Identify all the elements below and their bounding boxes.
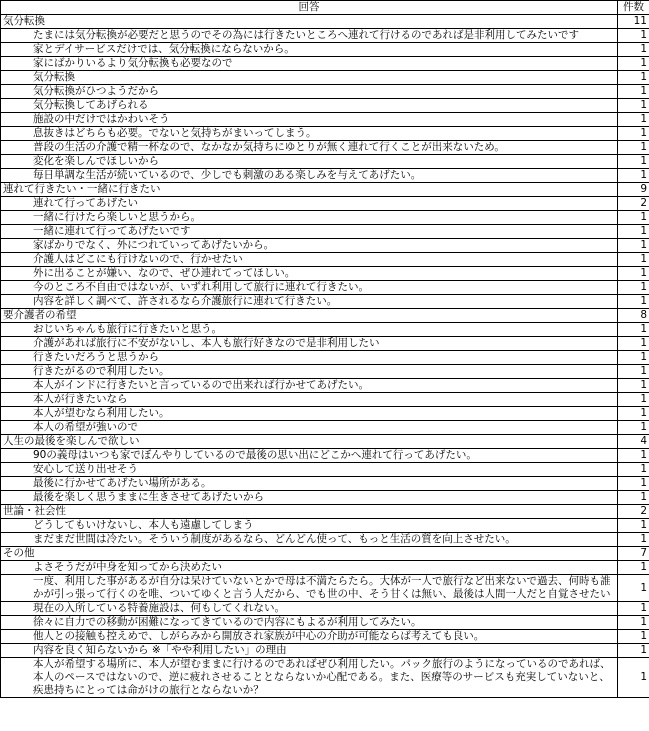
category-label: 人生の最後を楽しんで欲しい <box>1 435 618 449</box>
answer-text: 本人が望むなら利用したい。 <box>1 407 618 421</box>
answer-row <box>1 463 649 477</box>
count-cell: 1 <box>618 127 649 141</box>
answer-text: 本人が希望する場所に、本人が望むままに行けるのであればぜひ利用したい。パック旅行のようになっているのであれば、本人のペースではないので、逆に疲れさせることとならないか心配である。また、医療等のサービスも充実していないと、疾患持ちにとっては命がけの旅行とならないか？ <box>1 658 618 698</box>
answer-row <box>1 337 649 351</box>
category-row <box>1 435 649 449</box>
answer-text: おじいちゃんも旅行に行きたいと思う。 <box>1 323 618 337</box>
count-cell: 1 <box>618 85 649 99</box>
category-row <box>1 309 649 323</box>
answer-text: 本人が行きたいなら <box>1 393 618 407</box>
answer-row <box>1 43 649 57</box>
count-cell: 1 <box>618 477 649 491</box>
answer-row <box>1 113 649 127</box>
count-cell: 1 <box>618 169 649 183</box>
answer-row <box>1 351 649 365</box>
answer-text: まだまだ世間は冷たい。そういう制度があるなら、どんどん使って、もっと生活の質を向上させたい。 <box>1 533 618 547</box>
answer-text: 家にばかりいるより気分転換も必要なので <box>1 57 618 71</box>
answer-row <box>1 225 649 239</box>
answer-row <box>1 239 649 253</box>
count-cell: 1 <box>618 602 649 616</box>
answer-row <box>1 29 649 43</box>
answer-text: 一緒に連れて行ってあげたいです <box>1 225 618 239</box>
category-label: 要介護者の希望 <box>1 309 618 323</box>
count-cell: 1 <box>618 29 649 43</box>
answer-row <box>1 365 649 379</box>
answer-row <box>1 57 649 71</box>
count-cell: 1 <box>618 253 649 267</box>
answer-row <box>1 658 649 698</box>
answer-text: 最後に行かせてあげたい場所がある。 <box>1 477 618 491</box>
answer-text: 介護人はどこにも行けないので、行かせたい <box>1 253 618 267</box>
count-cell: 1 <box>618 57 649 71</box>
count-cell: 7 <box>618 547 649 561</box>
answer-text: 一緒に行けたら楽しいと思うから。 <box>1 211 618 225</box>
category-label: 気分転換 <box>1 15 618 29</box>
count-cell: 1 <box>618 561 649 575</box>
answer-row <box>1 561 649 575</box>
answer-row <box>1 449 649 463</box>
answer-text: 介護があれば旅行に不安がないし、本人も旅行好きなので是非利用したい <box>1 337 618 351</box>
answer-text: 徐々に自力での移動が困難になってきているので内容にもよるが利用してみたい。 <box>1 616 618 630</box>
answer-row <box>1 533 649 547</box>
answer-text: 施設の中だけではかわいそう <box>1 113 618 127</box>
count-cell: 1 <box>618 575 649 602</box>
answer-row <box>1 197 649 211</box>
answer-row <box>1 379 649 393</box>
count-cell: 1 <box>618 211 649 225</box>
answer-text: よさそうだが中身を知ってから決めたい <box>1 561 618 575</box>
answer-text: 行きたいだろうと思うから <box>1 351 618 365</box>
count-cell: 1 <box>618 407 649 421</box>
answer-text: 最後を楽しく思うままに生きさせてあげたいから <box>1 491 618 505</box>
table-body <box>1 15 649 698</box>
count-cell: 9 <box>618 183 649 197</box>
count-cell: 1 <box>618 379 649 393</box>
answer-header: 回答 <box>1 1 618 15</box>
count-cell: 1 <box>618 644 649 658</box>
count-cell: 1 <box>618 155 649 169</box>
count-cell: 1 <box>618 225 649 239</box>
answer-row <box>1 616 649 630</box>
answer-row <box>1 491 649 505</box>
answer-row <box>1 169 649 183</box>
header-row <box>1 1 649 15</box>
count-cell: 1 <box>618 630 649 644</box>
answer-text: 家とデイサービスだけでは、気分転換にならないから。 <box>1 43 618 57</box>
category-row <box>1 15 649 29</box>
answer-text: 一度、利用した事があるが自分は呆けていないとかで母は不満たらたら。大体が一人で旅行など出来ないで過去、何時も誰かが引っ張って行くのを唯、ついてゆくと言う人だから、でも世の中、そう甘くは無い、最後は人間一人だと自覚させたい <box>1 575 618 602</box>
answer-text: 毎日単調な生活が続いているので、少しでも刺激のある楽しみを与えてあげたい。 <box>1 169 618 183</box>
answer-row <box>1 421 649 435</box>
answer-row <box>1 295 649 309</box>
count-cell: 1 <box>618 365 649 379</box>
answer-text: 安心して送り出せそう <box>1 463 618 477</box>
answer-text: 普段の生活の介護で精一杯なので、なかなか気持ちにゆとりが無く連れて行くことが出来ないため。 <box>1 141 618 155</box>
count-cell: 1 <box>618 239 649 253</box>
answer-text: 本人の希望が強いので <box>1 421 618 435</box>
count-cell: 1 <box>618 463 649 477</box>
answer-row <box>1 407 649 421</box>
count-cell: 1 <box>618 43 649 57</box>
answer-row <box>1 155 649 169</box>
count-cell: 1 <box>618 658 649 698</box>
answer-row <box>1 393 649 407</box>
count-cell: 1 <box>618 491 649 505</box>
count-cell: 1 <box>618 519 649 533</box>
answer-text: 気分転換 <box>1 71 618 85</box>
count-cell: 1 <box>618 71 649 85</box>
answer-text: たまには気分転換が必要だと思うのでその為には行きたいところへ連れて行けるのであれば是非利用してみたいです <box>1 29 618 43</box>
count-cell: 1 <box>618 267 649 281</box>
count-cell: 1 <box>618 141 649 155</box>
category-label: 連れて行きたい・一緒に行きたい <box>1 183 618 197</box>
answer-row <box>1 85 649 99</box>
answer-text: 本人がインドに行きたいと言っているので出来れば行かせてあげたい。 <box>1 379 618 393</box>
answer-text: 他人との接触も控えめで、しがらみから開放され家族が中心の介助が可能ならば考えても良い。 <box>1 630 618 644</box>
answer-row <box>1 477 649 491</box>
count-cell: 1 <box>618 323 649 337</box>
category-row <box>1 183 649 197</box>
answer-text: 行きたがるので利用したい。 <box>1 365 618 379</box>
answer-row <box>1 602 649 616</box>
count-cell: 1 <box>618 281 649 295</box>
answer-row <box>1 211 649 225</box>
answer-row <box>1 519 649 533</box>
count-cell: 2 <box>618 197 649 211</box>
answer-text: 変化を楽しんでほしいから <box>1 155 618 169</box>
count-cell: 1 <box>618 337 649 351</box>
category-label: その他 <box>1 547 618 561</box>
answer-text: 内容を良く知らないから ※「やや利用したい」の理由 <box>1 644 618 658</box>
answer-text: 気分転換がひつようだから <box>1 85 618 99</box>
answer-row <box>1 141 649 155</box>
count-cell: 1 <box>618 351 649 365</box>
answer-row <box>1 281 649 295</box>
answer-text: どうしてもいけないし、本人も遠慮してしまう <box>1 519 618 533</box>
answer-text: 現在の入所している特養施設は、何もしてくれない。 <box>1 602 618 616</box>
answer-text: 内容を詳しく調べて、許されるなら介護旅行に連れて行きたい。 <box>1 295 618 309</box>
count-header: 件数 <box>618 1 649 15</box>
answer-text: 連れて行ってあげたい <box>1 197 618 211</box>
category-row <box>1 505 649 519</box>
category-row <box>1 547 649 561</box>
count-cell: 4 <box>618 435 649 449</box>
count-cell: 1 <box>618 449 649 463</box>
count-cell: 1 <box>618 533 649 547</box>
answer-text: 今のところ不自由ではないが、いずれ利用して旅行に連れて行きたい。 <box>1 281 618 295</box>
answer-row <box>1 99 649 113</box>
answer-row <box>1 323 649 337</box>
answer-text: 気分転換してあげられる <box>1 99 618 113</box>
answer-row <box>1 71 649 85</box>
count-cell: 1 <box>618 113 649 127</box>
count-cell: 1 <box>618 616 649 630</box>
answer-text: 90の義母はいつも家でぼんやりしているので最後の思い出にどこかへ連れて行ってあげたい。 <box>1 449 618 463</box>
answer-row <box>1 644 649 658</box>
answer-text: 外に出ることが嫌い、なので、ぜひ連れてってほしい。 <box>1 267 618 281</box>
count-cell: 1 <box>618 421 649 435</box>
answer-row <box>1 630 649 644</box>
count-cell: 1 <box>618 393 649 407</box>
count-cell: 11 <box>618 15 649 29</box>
count-cell: 2 <box>618 505 649 519</box>
answer-text: 家ばかりでなく、外につれていってあげたいから。 <box>1 239 618 253</box>
count-cell: 8 <box>618 309 649 323</box>
answer-row <box>1 127 649 141</box>
count-cell: 1 <box>618 295 649 309</box>
category-label: 世論・社会性 <box>1 505 618 519</box>
answer-text: 息抜きはどちらも必要。でないと気持ちがまいってしまう。 <box>1 127 618 141</box>
answer-row <box>1 253 649 267</box>
answer-row <box>1 267 649 281</box>
count-cell: 1 <box>618 99 649 113</box>
answer-row <box>1 575 649 602</box>
